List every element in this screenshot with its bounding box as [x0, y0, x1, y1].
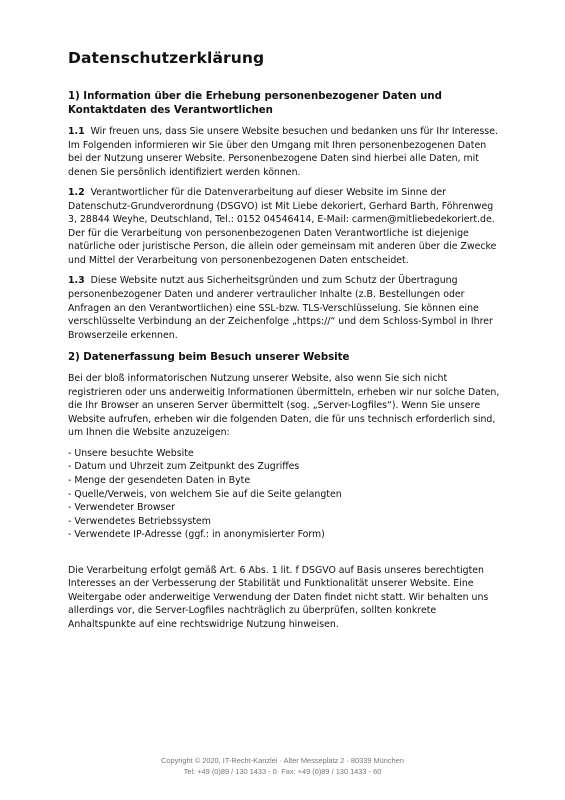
section-2-heading: 2) Datenerfassung beim Besuch unserer Website: [68, 352, 350, 364]
paragraph-text: Wir freuen uns, dass Sie unsere Website besuchen und bedanken uns für Ihr Interesse. Im Folgenden informieren wir Sie über den Umgang mit Ihren personenbezogenen Daten bei der Nutzung unserer Website. Personenbezogene Daten sind hierbei alle Daten, mit denen Sie persönlich identifiziert werden können.: [68, 126, 498, 178]
list-item: - Datum und Uhrzeit zum Zeitpunkt des Zugriffes: [68, 461, 300, 473]
section-1: [68, 90, 500, 342]
list-item: - Quelle/Verweis, von welchem Sie auf die Seite gelangten: [68, 488, 342, 500]
paragraph-number: 1.1: [68, 126, 85, 137]
paragraph-number: 1.3: [68, 275, 85, 287]
paragraph-number: 1.2: [68, 187, 85, 199]
paragraph-1-3: [68, 274, 500, 342]
section-2-closing: Die Verarbeitung erfolgt gemäß Art. 6 Abs. 1 lit. f DSGVO auf Basis unseres berechtigten Interesses an der Verbesserung der Stabilität und Funktionalität unserer Website. Eine Weitergabe oder anderweitige Verwendung der Daten findet nicht statt. Wir behalten uns allerdings vor, die Server-Logfiles nachträglich zu überprüfen, sollten konkrete Anhaltspunkte auf eine rechtswidrige Nutzung hinweisen.: [68, 564, 489, 630]
list-item: - Menge der gesendeten Daten in Byte: [68, 475, 251, 487]
paragraph-1-1: [68, 125, 500, 179]
footer-copyright: Copyright © 2020, IT-Recht-Kanzlei · Alter Messeplatz 2 · 80339 München: [161, 756, 404, 765]
page-title: Datenschutzerklärung: [68, 49, 265, 67]
list-item: - Verwendetes Betriebssystem: [68, 515, 211, 527]
section-1-heading: 1) Information über die Erhebung personenbezogener Daten und Kontaktdaten des Verantwortlichen: [68, 91, 442, 116]
footer-contact: Tel: +49 (0)89 / 130 1433 - 0· Fax: +49 (0)89 / 130 1433 - 60: [183, 767, 382, 776]
list-item: - Verwendete IP-Adresse (ggf.: in anonymisierter Form): [68, 529, 325, 541]
list-item: - Verwendeter Browser: [68, 502, 176, 514]
section-2: [68, 351, 500, 631]
section-2-intro: Bei der bloß informatorischen Nutzung unserer Website, also wenn Sie sich nicht registrieren oder uns anderweitig Informationen übermitteln, erheben wir nur solche Daten, die Ihr Browser an unseren Server übermittelt (sog. „Server-Logfiles“). Wenn Sie unsere Website aufrufen, erheben wir die folgenden Daten, die für uns technisch erforderlich sind, um Ihnen die Website anzuzeigen:: [68, 373, 500, 439]
paragraph-text: Diese Website nutzt aus Sicherheitsgründen und zum Schutz der Übertragung personenbezogener Daten und anderer vertraulicher Inhalte (z.B. Bestellungen oder Anfragen an den Verantwortlichen) eine SSL-bzw. TLS-Verschlüsselung. Sie können eine verschlüsselte Verbindung an der Zeichenfolge „https://“ und dem Schloss-Symbol in Ihrer Browserzeile erkennen.: [68, 275, 493, 341]
document-body: [68, 48, 500, 639]
list-item: - Unsere besuchte Website: [68, 447, 194, 459]
collected-data-list: [68, 447, 500, 542]
paragraph-1-2: [68, 186, 500, 267]
paragraph-text: Verantwortlicher für die Datenverarbeitung auf dieser Website im Sinne der Datenschutz-Grundverordnung (DSGVO) ist Mit Liebe dekoriert, Gerhard Barth, Föhrenweg 3, 28844 Weyhe, Deutschland, Tel.: 0152 04546414, E-Mail: carmen@mitliebedekoriert.de. Der für die Verarbeitung von personenbezogenen Daten Verantwortliche ist diejenige natürliche oder juristische Person, die allein oder gemeinsam mit anderen über die Zwecke und Mittel der Verarbeitung von personenbezogenen Daten entscheidet.: [68, 187, 497, 266]
